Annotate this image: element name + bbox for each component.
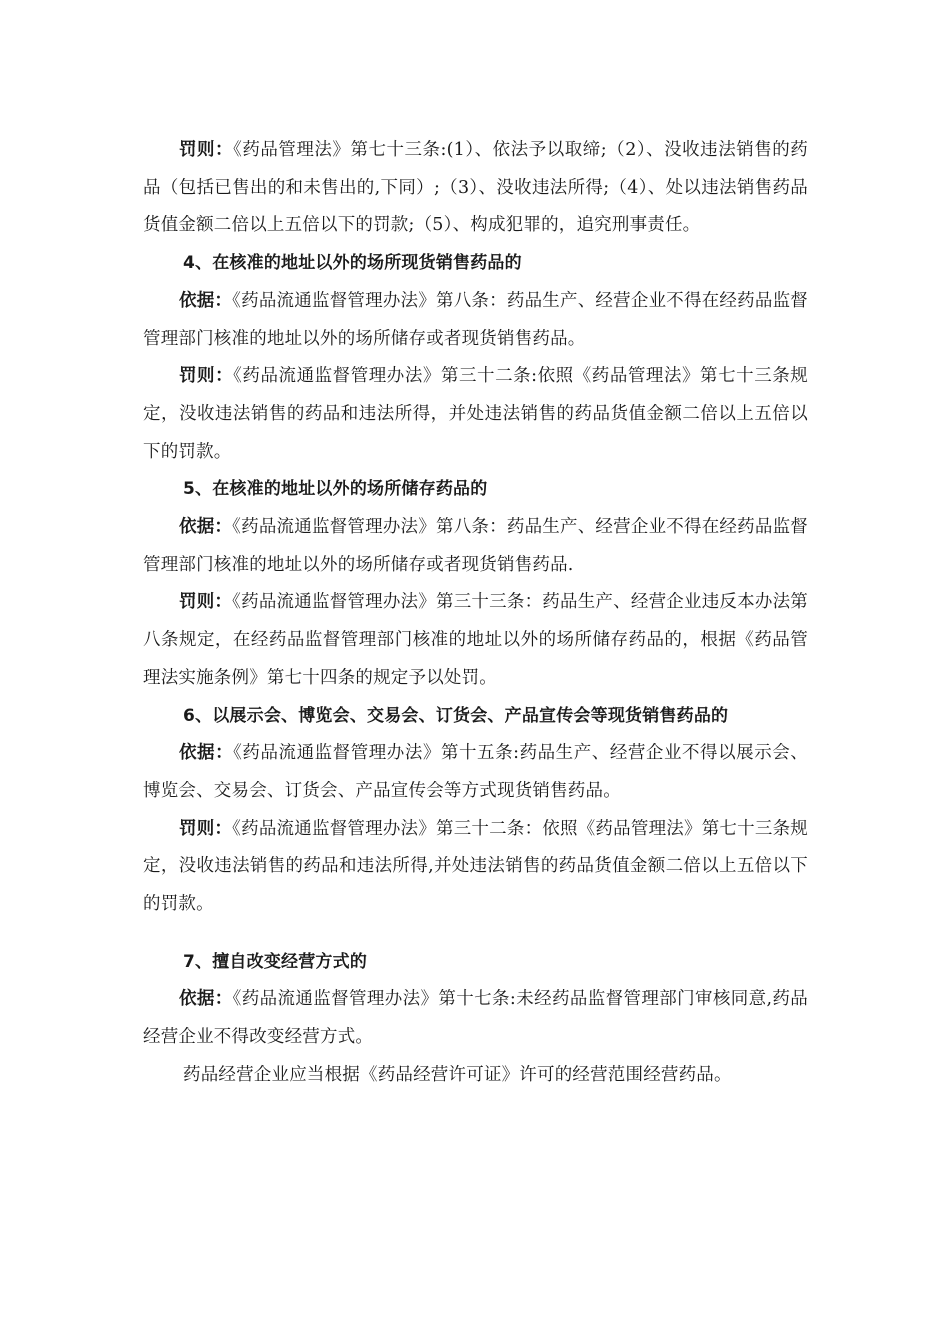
section7-basis bbox=[143, 981, 808, 1056]
section4-basis bbox=[143, 283, 808, 358]
document-page bbox=[143, 132, 808, 1095]
section5-basis bbox=[143, 509, 808, 584]
section5-penalty bbox=[143, 584, 808, 697]
section3-penalty bbox=[143, 132, 808, 245]
basis-text: 《药品流通监督管理办法》第八条：药品生产、经营企业不得在经药品监督管理部门核准的地址以外的场所储存或者现货销售药品。 bbox=[143, 290, 808, 349]
penalty-text: 《药品管理法》第七十三条:(1）、依法予以取缔;（2）、没收违法销售的药品（包括已售出的和未售出的,下同）;（3）、没收违法所得;（4）、处以违法销售药品货值金额二倍以上五倍以下的罚款;（5）、构成犯罪的，追究刑事责任。 bbox=[143, 140, 808, 236]
basis-label: 依据： bbox=[179, 743, 234, 764]
section5-heading: 5、在核准的地址以外的场所储存药品的 bbox=[183, 479, 488, 500]
basis-label: 依据： bbox=[179, 989, 233, 1010]
basis-text: 《药品流通监督管理办法》第八条：药品生产、经营企业不得在经药品监督管理部门核准的地址以外的场所储存或者现货销售药品. bbox=[143, 517, 808, 575]
section6-basis bbox=[143, 735, 808, 810]
section4-heading: 4、在核准的地址以外的场所现货销售药品的 bbox=[183, 253, 522, 274]
basis-label: 依据： bbox=[179, 290, 233, 311]
basis-text: 《药品流通监督管理办法》第十五条:药品生产、经营企业不得以展示会、博览会、交易会、订货会、产品宣传会等方式现货销售药品。 bbox=[143, 743, 808, 801]
penalty-label: 罚则： bbox=[179, 592, 233, 613]
penalty-text: 《药品流通监督管理办法》第三十二条:依照《药品管理法》第七十三条规定，没收违法销售的药品和违法所得，并处违法销售的药品货值金额二倍以上五倍以下的罚款。 bbox=[143, 366, 808, 462]
penalty-text: 《药品流通监督管理办法》第三十三条：药品生产、经营企业违反本办法第八条规定，在经药品监督管理部门核准的地址以外的场所储存药品的，根据《药品管理法实施条例》第七十四条的规定予以处罚。 bbox=[143, 592, 808, 688]
section4-penalty bbox=[143, 358, 808, 471]
basis-label: 依据： bbox=[179, 517, 233, 538]
section6-penalty bbox=[143, 811, 808, 924]
penalty-label: 罚则： bbox=[179, 140, 234, 160]
penalty-label: 罚则： bbox=[179, 818, 233, 839]
penalty-text: 《药品流通监督管理办法》第三十二条：依照《药品管理法》第七十三条规定，没收违法销售的药品和违法所得,并处违法销售的药品货值金额二倍以上五倍以下的罚款。 bbox=[143, 818, 808, 915]
blank-line bbox=[143, 924, 808, 944]
basis-text: 《药品流通监督管理办法》第十七条:未经药品监督管理部门审核同意,药品经营企业不得改变经营方式。 bbox=[143, 989, 808, 1048]
section6-heading: 6、以展示会、博览会、交易会、订货会、产品宣传会等现货销售药品的 bbox=[183, 705, 729, 726]
section7-note: 药品经营企业应当根据《药品经营许可证》许可的经营范围经营药品。 bbox=[183, 1064, 732, 1085]
penalty-label: 罚则： bbox=[179, 366, 234, 387]
section7-heading: 7、擅自改变经营方式的 bbox=[183, 951, 368, 972]
